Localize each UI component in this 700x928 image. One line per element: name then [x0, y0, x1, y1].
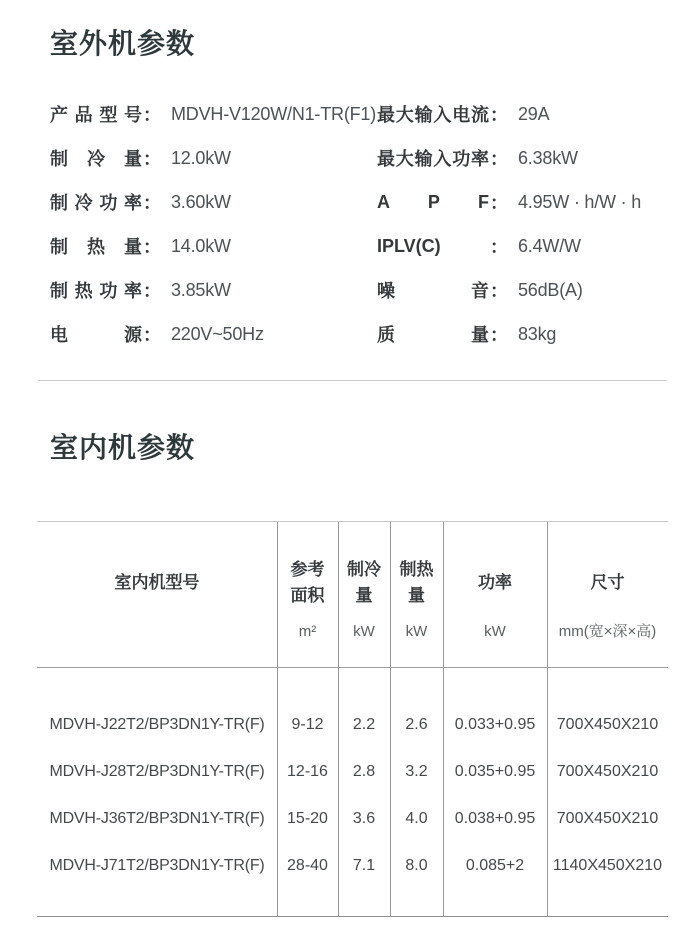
header-label	[291, 548, 325, 618]
spec-row	[50, 312, 700, 356]
spec-colon: ：	[490, 193, 508, 213]
table-cell: 700X450X210	[556, 715, 659, 733]
model-cell: MDVH-J36T2/BP3DN1Y-TR(F)	[49, 809, 265, 827]
spec-value: 56dB(A)	[518, 279, 583, 300]
header-cell	[338, 522, 390, 667]
header-label-line: 制热	[399, 559, 434, 579]
spec-value: 3.85kW	[171, 279, 231, 300]
table-header-row	[37, 522, 668, 668]
column-divider	[390, 522, 391, 916]
spec-pair	[50, 145, 377, 171]
outdoor-spec-list	[50, 92, 700, 356]
model-cell: MDVH-J28T2/BP3DN1Y-TR(F)	[49, 762, 265, 780]
spec-colon: ：	[143, 149, 161, 169]
spec-row	[50, 224, 700, 268]
spec-label: 制冷功率	[50, 193, 142, 213]
table-cell: 3.6	[352, 809, 376, 827]
model-cell: MDVH-J22T2/BP3DN1Y-TR(F)	[49, 715, 265, 733]
table-cell: 7.1	[352, 856, 376, 874]
header-cell	[37, 522, 277, 667]
header-label-line: 参考	[290, 559, 325, 579]
spec-colon: ：	[490, 105, 508, 125]
spec-value: 14.0kW	[171, 235, 231, 256]
spec-colon: ：	[143, 237, 161, 257]
indoor-unit-table	[37, 521, 668, 917]
spec-pair	[50, 321, 377, 347]
table-cell: 12-16	[287, 762, 328, 780]
header-unit: kW	[353, 622, 375, 640]
spec-label: IPLV(C)	[377, 235, 441, 256]
header-label-line: 功率	[478, 572, 512, 592]
spec-pair	[50, 101, 377, 127]
spec-colon: ：	[490, 281, 508, 301]
table-row	[37, 842, 668, 889]
indoor-section-title: 室内机参数	[50, 432, 196, 463]
spec-pair	[377, 189, 700, 215]
table-cell: 0.085+2	[465, 856, 525, 874]
header-unit: kW	[405, 622, 428, 640]
header-cell	[443, 522, 547, 667]
spec-colon: ：	[143, 281, 161, 301]
header-label-line: 室内机型号	[114, 572, 200, 592]
table-cell: 0.033+0.95	[454, 715, 536, 733]
outdoor-section-title: 室外机参数	[50, 28, 196, 59]
spec-colon: ：	[490, 325, 508, 345]
column-divider	[547, 522, 548, 916]
spec-row	[50, 92, 700, 136]
spec-colon: ：	[490, 237, 508, 257]
table-row	[37, 748, 668, 795]
spec-colon: ：	[143, 325, 161, 345]
table-cell: 9-12	[291, 715, 324, 733]
header-unit: kW	[484, 622, 506, 640]
spec-value: MDVH-V120W/N1-TR(F1)	[171, 103, 377, 124]
spec-value: 4.95W · h/W · h	[518, 191, 642, 212]
spec-colon: ：	[490, 149, 508, 169]
header-label-line: 量	[355, 585, 373, 605]
table-cell: 700X450X210	[556, 762, 659, 780]
column-divider	[443, 522, 444, 916]
table-cell: 2.2	[352, 715, 376, 733]
spec-colon: ：	[143, 105, 161, 125]
spec-value: 12.0kW	[171, 147, 231, 168]
header-cell	[390, 522, 443, 667]
section-divider	[38, 380, 667, 381]
spec-label: A P F	[377, 191, 489, 212]
spec-row	[50, 180, 700, 224]
spec-value: 6.38kW	[518, 147, 578, 168]
spec-pair	[50, 233, 377, 259]
spec-pair	[377, 233, 700, 259]
table-cell: 8.0	[405, 856, 428, 874]
header-label	[478, 548, 512, 618]
spec-label: 噪 音	[377, 281, 489, 301]
header-label	[400, 548, 434, 618]
table-cell: 28-40	[287, 856, 328, 874]
spec-label: 电 源	[50, 325, 142, 345]
spec-label: 制热功率	[50, 281, 142, 301]
header-cell	[547, 522, 668, 667]
spec-pair	[50, 189, 377, 215]
header-label-line: 制冷	[347, 559, 381, 579]
spec-value: 83kg	[518, 323, 557, 344]
table-cell: 15-20	[287, 809, 328, 827]
header-label	[115, 548, 200, 618]
spec-value: 220V~50Hz	[171, 323, 264, 344]
header-unit: m²	[298, 622, 317, 640]
spec-label: 最大输入功率	[377, 149, 489, 169]
spec-label: 产品型号	[50, 105, 142, 125]
table-cell: 4.0	[405, 809, 428, 827]
header-label-line: 面积	[290, 585, 325, 605]
spec-value: 29A	[518, 103, 550, 124]
header-cell	[277, 522, 338, 667]
table-cell: 700X450X210	[556, 809, 659, 827]
table-cell: 0.035+0.95	[454, 762, 536, 780]
table-cell: 2.6	[405, 715, 428, 733]
spec-pair	[377, 145, 700, 171]
spec-label: 质 量	[377, 325, 489, 345]
header-label	[347, 548, 381, 618]
spec-pair	[50, 277, 377, 303]
table-row	[37, 795, 668, 842]
table-cell: 0.038+0.95	[454, 809, 536, 827]
table-cell: 3.2	[405, 762, 428, 780]
spec-row	[50, 268, 700, 312]
spec-label: 制 热 量	[50, 237, 142, 257]
table-cell: 2.8	[352, 762, 376, 780]
spec-pair	[377, 321, 700, 347]
column-divider	[277, 522, 278, 916]
header-unit: mm(宽×深×高)	[558, 622, 657, 640]
spec-row	[50, 136, 700, 180]
spec-label: 最大输入电流	[377, 105, 489, 125]
header-label-line: 量	[408, 585, 425, 605]
spec-pair	[377, 277, 700, 303]
table-row	[37, 701, 668, 748]
header-label-line: 尺寸	[590, 572, 625, 592]
table-cell: 1140X450X210	[552, 856, 663, 874]
column-divider	[338, 522, 339, 916]
spec-value: 3.60kW	[171, 191, 231, 212]
spec-value: 6.4W/W	[518, 235, 581, 256]
spec-colon: ：	[143, 193, 161, 213]
model-cell: MDVH-J71T2/BP3DN1Y-TR(F)	[49, 856, 265, 874]
table-body	[37, 668, 668, 916]
spec-label: 制 冷 量	[50, 149, 142, 169]
header-label	[591, 548, 625, 618]
spec-pair	[377, 101, 700, 127]
